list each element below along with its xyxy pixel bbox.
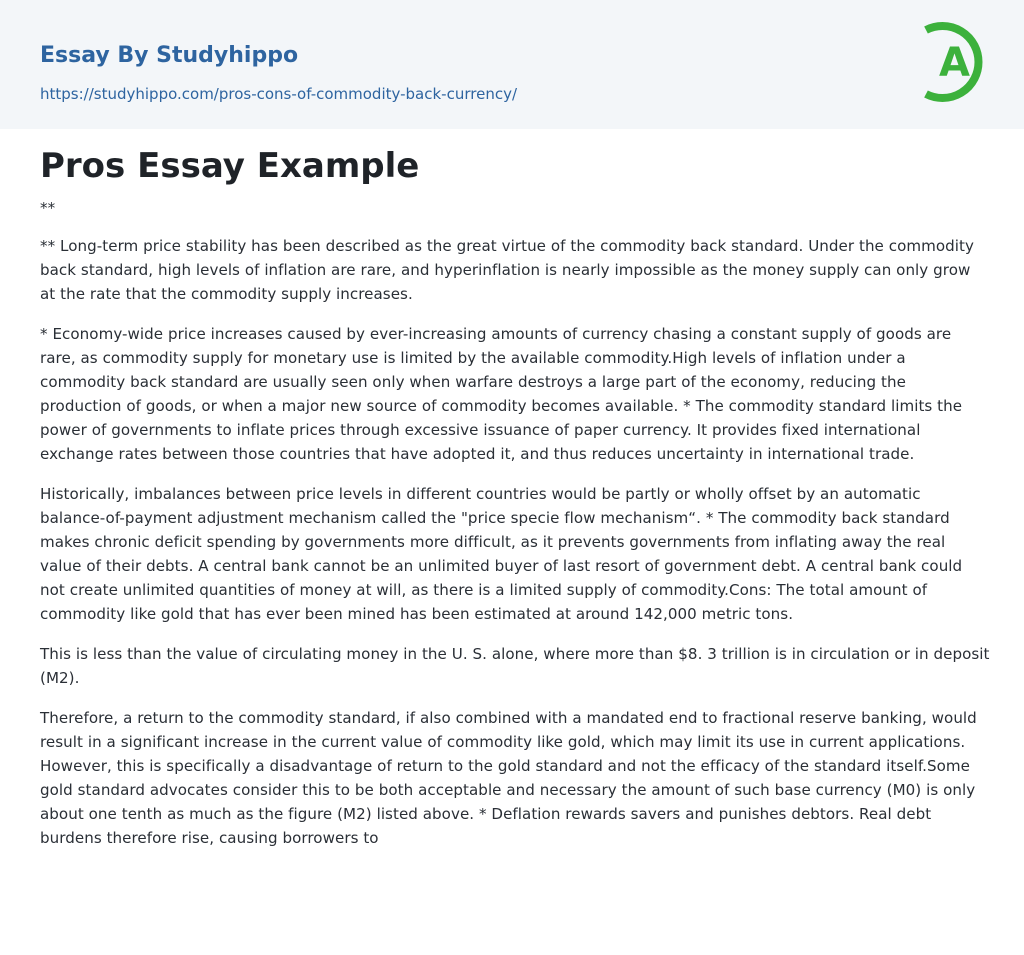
essay-paragraph: * Economy-wide price increases caused by ever-increasing amounts of currency chasing a constant supply of goods are rare, as commodity supply for monetary use is limited by the available commodity.High levels of inflation under a commodity back standard are usually seen only when warfare destroys a large part of the economy, reducing the production of goods, or when a major new source of commodity becomes available. * The commodity standard limits the power of governments to inflate prices through excessive issuance of paper currency. It provides fixed international exchange rates between those countries that have adopted it, and thus reduces uncertainty in international trade. [40,325,963,463]
essay-paragraph: This is less than the value of circulating money in the U. S. alone, where more than $8. 3 trillion is in circulation or in deposit (M2). [40,645,990,687]
essay-paragraph: ** Long-term price stability has been described as the great virtue of the commodity back standard. Under the commodity back standard, high levels of inflation are rare, and hyperinflation is nearly impossible as the money supply can only grow at the rate that the commodity supply increases. [40,237,974,303]
essay-paragraph: ** [40,199,56,217]
studyhippo-logo-icon[interactable] [912,19,988,105]
brand-title: Essay By Studyhippo [40,43,299,68]
logo-letter: A [939,40,970,86]
site-header [0,0,1024,129]
essay-paragraph: Therefore, a return to the commodity standard, if also combined with a mandated end to fractional reserve banking, would result in a significant increase in the current value of commodity like gold, which may limit its use in current applications. However, this is specifically a disadvantage of return to the gold standard and not the efficacy of the standard itself.Some gold standard advocates consider this to be both acceptable and necessary the amount of such base currency (M0) is only about one tenth as much as the figure (M2) listed above. * Deflation rewards savers and punishes debtors. Real debt burdens therefore rise, causing borrowers to [40,709,977,847]
page-title: Pros Essay Example [40,146,420,186]
essay-body [40,196,990,866]
essay-paragraph: Historically, imbalances between price levels in different countries would be partly or wholly offset by an automatic balance-of-payment adjustment mechanism called the "price specie flow mechanism“. * The commodity back standard makes chronic deficit spending by governments more difficult, as it prevents governments from inflating away the real value of their debts. A central bank cannot be an unlimited buyer of last resort of government debt. A central bank could not create unlimited quantities of money at will, as there is a limited supply of commodity.Cons: The total amount of commodity like gold that has ever been mined has been estimated at around 142,000 metric tons. [40,485,963,623]
source-url-link[interactable]: https://studyhippo.com/pros-cons-of-commodity-back-currency/ [40,85,517,103]
